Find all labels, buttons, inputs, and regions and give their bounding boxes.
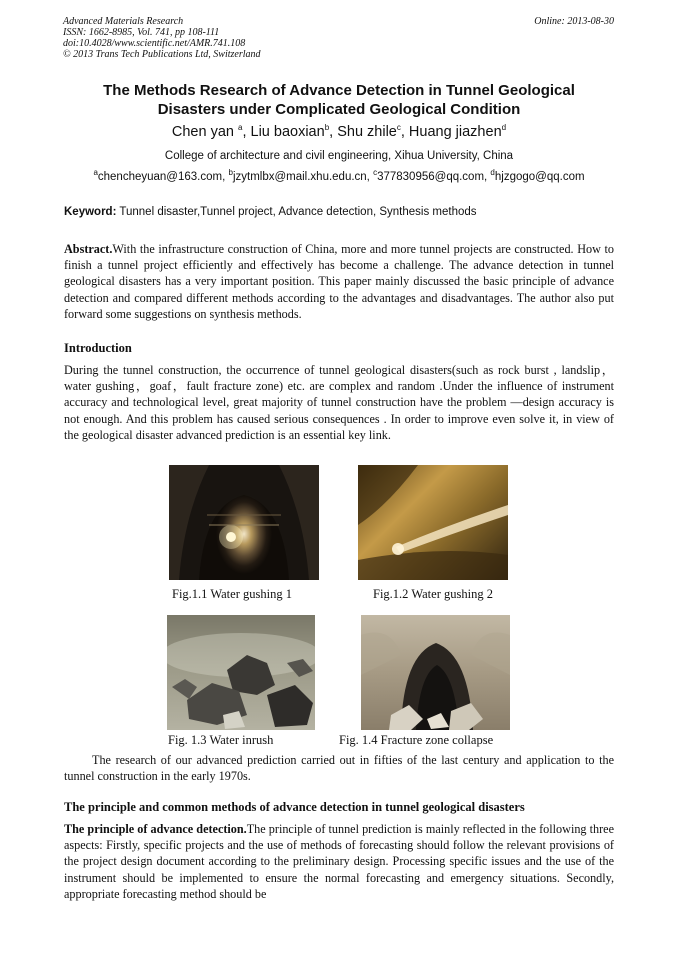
subsection-label: The principle of advance detection. xyxy=(64,822,247,836)
doi-line: doi:10.4028/www.scientific.net/AMR.741.108 xyxy=(63,38,246,49)
affiliation: College of architecture and civil engineering, Xihua University, China xyxy=(164,150,514,162)
email: $^b$jzytmlbx@mail.xhu.edu.cn, xyxy=(228,168,374,183)
tunnel-photo-1 xyxy=(169,465,319,580)
abstract-text: With the infrastructure construction of China, more and more tunnel projects are constructed. How to finish a tunnel project efficiently and effectively has become a challenge. The advance detection in tunnel geological disasters has a very important position. This paper mainly discussed the basic principle of advance detection and compared different methods according to the advantages and disadvantages. The author also put forward some suggestions on synthesis methods. xyxy=(64,242,614,321)
keywords xyxy=(64,206,477,218)
figure-caption: Fig.1.1 Water gushing 1 xyxy=(172,587,292,601)
issn-line: ISSN: 1662-8985, Vol. 741, pp 108-111 xyxy=(63,27,220,38)
title-line-1: The Methods Research of Advance Detection in Tunnel Geological xyxy=(103,82,575,99)
author: Huang jiazhen$^d$ xyxy=(408,123,507,140)
section-paragraph xyxy=(64,821,614,902)
figure-caption: Fig. 1.3 Water inrush xyxy=(168,733,274,747)
introduction-paragraph: During the tunnel construction, the occurrence of tunnel geological disasters(such as rock burst , landslip，water gushing，goaf，fault fracture zone) etc. are complex and random .Under the influence of instrument accuracy and technological level, great majority of tunnel construction have the problem —design accuracy is not enough. And this problem has caused serious consequences . In order to improve even solve it, in view of the geological disaster advanced prediction is an essential key link. xyxy=(64,363,614,442)
title-line-2: Disasters under Complicated Geological Condition xyxy=(157,101,521,118)
tunnel-photo-2 xyxy=(358,465,508,580)
figure-water-gushing-2 xyxy=(358,465,508,580)
introduction-paragraph-2: The research of our advanced prediction carried out in fifties of the last century and application to the tunnel construction in the early 1970s. xyxy=(64,753,614,784)
author: Liu baoxian$^b$, xyxy=(250,123,338,140)
section-heading: The principle and common methods of advance detection in tunnel geological disasters xyxy=(64,800,525,814)
figure-fracture-zone-collapse xyxy=(361,615,510,730)
paper-title xyxy=(40,81,638,119)
keyword-text: Tunnel disaster,Tunnel project, Advance detection, Synthesis methods xyxy=(116,206,477,218)
email: $^a$chencheyuan@163.com, xyxy=(93,168,229,183)
email: $^d$hjzgogo@qq.com xyxy=(490,168,585,183)
figure-caption: Fig.1.2 Water gushing 2 xyxy=(373,587,493,601)
keyword-label: Keyword: xyxy=(64,206,117,218)
online-date: Online: 2013-08-30 xyxy=(534,16,614,27)
author: Shu zhile$^c$, xyxy=(337,123,409,140)
introduction-heading: Introduction xyxy=(64,341,132,355)
journal-name: Advanced Materials Research xyxy=(63,16,184,27)
abstract xyxy=(64,241,614,322)
figure-water-gushing-1 xyxy=(169,465,319,580)
copyright-line: © 2013 Trans Tech Publications Ltd, Switzerland xyxy=(63,49,261,60)
journal-header xyxy=(63,16,261,60)
subsection-text: The principle of tunnel prediction is mainly reflected in the following three aspects: Firstly, specific projects and the use of methods of forecasting should follow the relevant provisions of the project design document according to the preliminary design. Processing specific issues and the use of the instrument should be implemented to ensure the normal forecasting and emergency situations. Secondly, appropriate forecasting method should be xyxy=(64,822,614,901)
author-list xyxy=(40,124,638,140)
collapse-photo xyxy=(361,615,510,730)
email-list xyxy=(30,168,648,183)
figure-caption: Fig. 1.4 Fracture zone collapse xyxy=(339,733,494,747)
abstract-label: Abstract. xyxy=(64,242,113,256)
author: Chen yan $^a$, xyxy=(171,123,251,140)
figure-water-inrush xyxy=(167,615,315,730)
email: $^c$377830956@qq.com, xyxy=(373,168,491,183)
rocks-photo xyxy=(167,615,315,730)
